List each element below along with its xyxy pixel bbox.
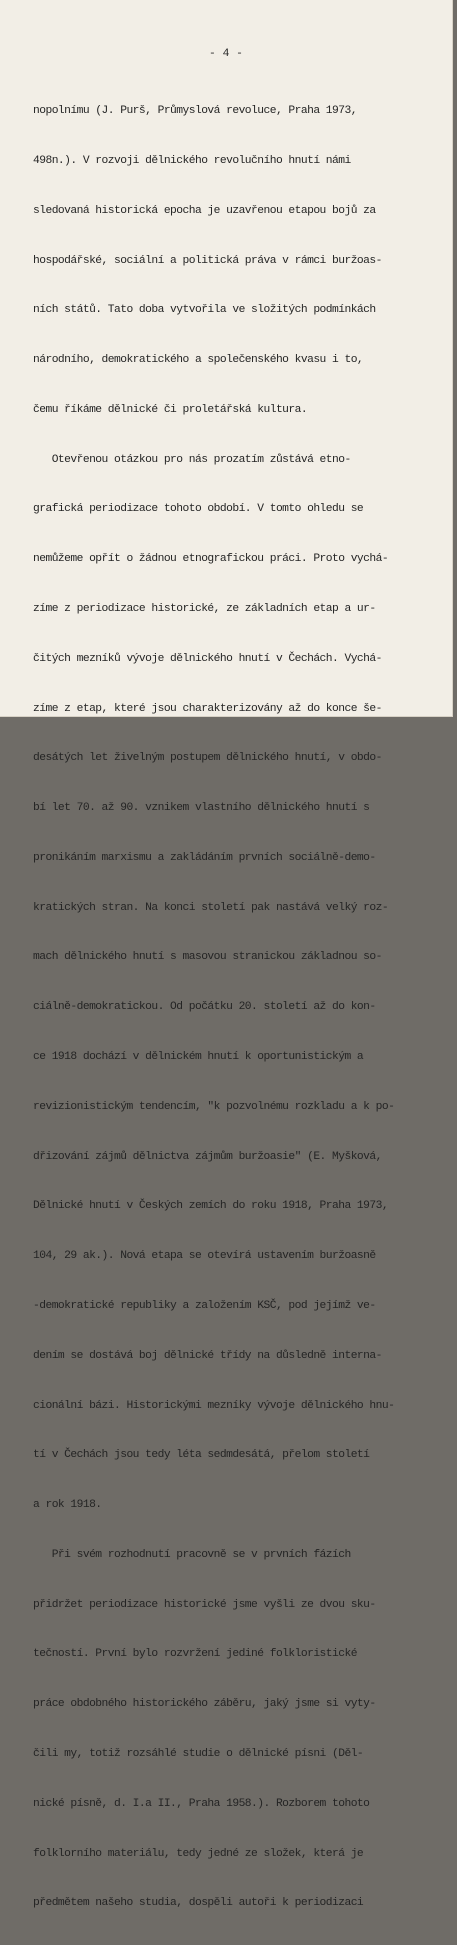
text-line: ce 1918 dochází v dělnickém hnutí k oportunistickým a xyxy=(33,1051,364,1064)
text-line: pronikáním marxismu a zakládáním prvních sociálně-demo- xyxy=(33,851,376,864)
text-line: nopolnímu (J. Purš, Průmyslová revoluce, Praha 1973, xyxy=(33,105,357,118)
text-line: zíme z etap, které jsou charakterizovány až do konce še- xyxy=(33,702,382,715)
text-line: tí v Čechách jsou tedy léta sedmdesátá, přelom století xyxy=(33,1449,370,1462)
text-line: 498n.). V rozvoji dělnického revolučního hnutí námi xyxy=(33,154,351,167)
text-line: ních států. Tato doba vytvořila ve složitých podmínkách xyxy=(33,304,376,317)
text-line: čitých mezníků vývoje dělnického hnutí v Čechách. Vychá- xyxy=(33,652,382,665)
text-line: sledovaná historická epocha je uzavřenou etapou bojů za xyxy=(33,204,376,217)
text-line: přidržet periodizace historické jsme vyšli ze dvou sku- xyxy=(33,1598,376,1611)
text-line: ciálně-demokratickou. Od počátku 20. století až do kon- xyxy=(33,1001,376,1014)
text-line: hospodářské, sociální a politická práva v rámci buržoas- xyxy=(33,254,382,267)
text-line: nické písně, d. I.a II., Praha 1958.). Rozborem tohoto xyxy=(33,1797,370,1810)
text-line: čili my, totiž rozsáhlé studie o dělnické písni (Děl- xyxy=(33,1747,364,1760)
text-line: -demokratické republiky a založením KSČ, pod jejímž ve- xyxy=(33,1299,376,1312)
text-line: dřizování zájmů dělnictva zájmům buržoasie" (E. Myšková, xyxy=(33,1150,382,1163)
text-line: 104, 29 ak.). Nová etapa se otevírá ustavením buržoasně xyxy=(33,1250,376,1263)
text-line: mach dělnického hnutí s masovou stranickou základnou so- xyxy=(33,951,382,964)
text-line: Otevřenou otázkou pro nás prozatím zůstává etno- xyxy=(33,453,351,466)
text-line: revizionistickým tendencím, "k pozvolnému rozkladu a k po- xyxy=(33,1100,395,1113)
text-line: zíme z periodizace historické, ze základních etap a ur- xyxy=(33,603,376,615)
text-line: a rok 1918. xyxy=(33,1499,102,1512)
text-line: dením se dostává boj dělnické třídy na důsledně interna- xyxy=(33,1349,382,1362)
text-line: tečností. První bylo rozvržení jediné folkloristické xyxy=(33,1648,357,1661)
text-line: kratických stran. Na konci století pak nastává velký roz- xyxy=(33,901,389,914)
text-line: národního, demokratického a společenského kvasu i to, xyxy=(33,354,364,367)
text-line: grafická periodizace tohoto období. V tomto ohledu se xyxy=(33,503,364,516)
text-line: cionální bázi. Historickými mezníky vývoje dělnického hnu- xyxy=(33,1399,395,1412)
page-number: - 4 - xyxy=(209,48,243,60)
text-line: čemu říkáme dělnické či proletářská kultura. xyxy=(33,403,308,416)
text-line: folklorního materiálu, tedy jedné ze složek, která je xyxy=(33,1847,364,1860)
text-line: Dělnické hnutí v Českých zemích do roku 1918, Praha 1973, xyxy=(33,1200,389,1213)
text-line: předmětem našeho studia, dospěli autoři k periodizaci xyxy=(33,1897,364,1910)
text-line: práce obdobného historického záběru, jaký jsme si vyty- xyxy=(33,1698,376,1711)
text-line: Při svém rozhodnutí pracovně se v prvních fázích xyxy=(33,1548,351,1561)
text-line: bí let 70. až 90. vznikem vlastního dělnického hnutí s xyxy=(33,802,370,815)
text-line: nemůžeme opřít o žádnou etnografickou práci. Proto vychá- xyxy=(33,553,389,566)
text-line: desátých let živelným postupem dělnického hnutí, v obdo- xyxy=(33,752,382,765)
body-text xyxy=(33,70,438,1945)
